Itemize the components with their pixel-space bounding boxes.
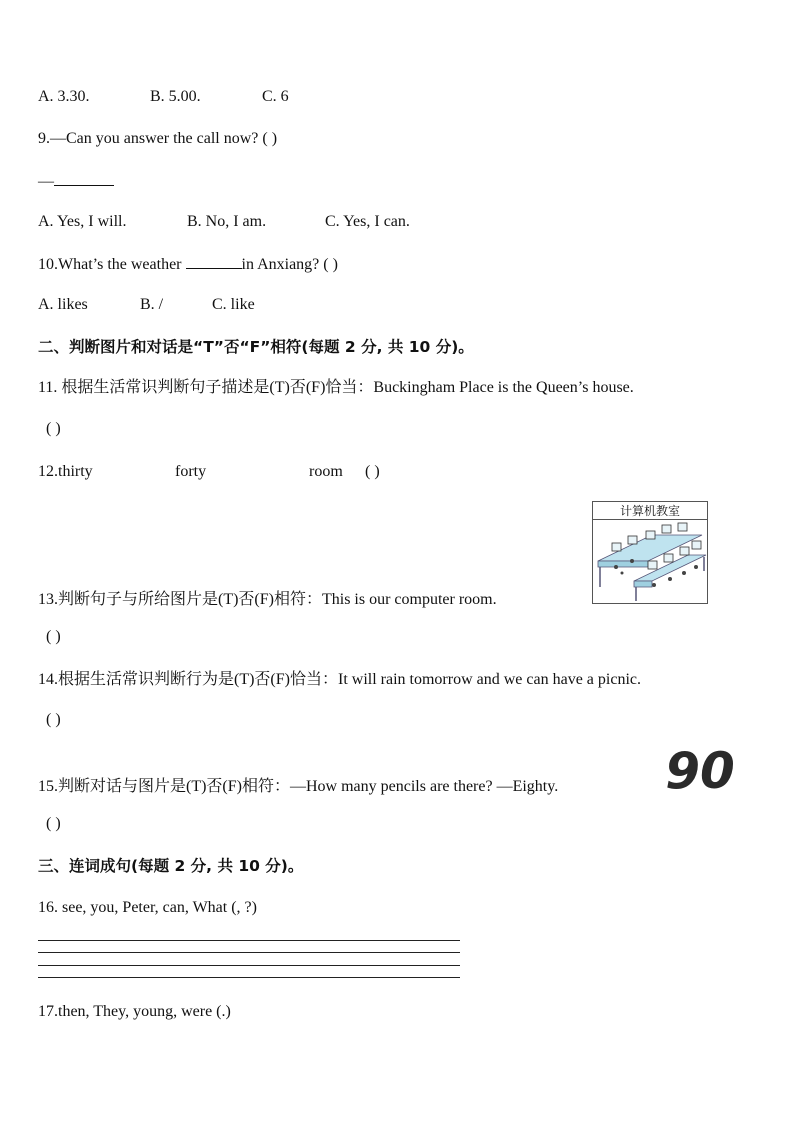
q12-answer-paren[interactable]: ( ) — [365, 463, 380, 480]
reply-dash: — — [38, 173, 54, 190]
q9-stem: 9.—Can you answer the call now? ( ) — [38, 130, 278, 147]
q14-answer-paren[interactable]: ( ) — [46, 711, 61, 728]
word-2: forty — [175, 463, 207, 480]
q12-words — [38, 462, 380, 482]
answer-line[interactable] — [38, 952, 460, 953]
word-1: 12.thirty — [38, 463, 93, 480]
q15-stem: 15.判断对话与图片是(T)否(F)相符：—How many pencils are there? —Eighty. — [38, 778, 559, 795]
option-a: A. likes — [38, 296, 88, 313]
q15-answer-paren[interactable]: ( ) — [46, 815, 61, 832]
q16-stem: 16. see, you, Peter, can, What (, ?) — [38, 899, 257, 916]
option-b: B. / — [140, 296, 164, 313]
q11-answer-paren[interactable]: ( ) — [46, 420, 61, 437]
option-c: C. like — [212, 296, 255, 313]
q13-stem: 13.判断句子与所给图片是(T)否(F)相符：This is our computer room. — [38, 591, 497, 608]
q10-options — [38, 295, 255, 315]
answer-blank[interactable] — [186, 254, 242, 269]
section-2-heading: 二、判断图片和对话是“T”否“F”相符(每题 2 分, 共 10 分)。 — [38, 338, 474, 356]
q9-options — [38, 212, 410, 232]
q8-options — [38, 87, 289, 107]
computer-room-image — [592, 501, 708, 604]
answer-blank[interactable] — [54, 171, 114, 186]
section-3-heading: 三、连词成句(每题 2 分, 共 10 分)。 — [38, 857, 304, 875]
q13-answer-paren[interactable]: ( ) — [46, 628, 61, 645]
q17-stem: 17.then, They, young, were (.) — [38, 1003, 231, 1020]
option-a: A. 3.30. — [38, 88, 90, 105]
number-90-image — [664, 744, 736, 794]
option-c: C. 6 — [262, 88, 289, 105]
option-b: B. No, I am. — [187, 213, 267, 230]
answer-line[interactable] — [38, 965, 460, 966]
computer-room-caption: 计算机教室 — [619, 504, 681, 518]
option-b: B. 5.00. — [150, 88, 201, 105]
option-a: A. Yes, I will. — [38, 213, 127, 230]
q14-stem: 14.根据生活常识判断行为是(T)否(F)恰当：It will rain tomorrow and we can have a picnic. — [38, 671, 641, 688]
q10-stem-pre: 10.What’s the weather — [38, 256, 182, 273]
q9-reply — [38, 171, 114, 192]
word-3: room — [309, 463, 343, 480]
answer-line[interactable] — [38, 977, 460, 978]
q10-stem-post: in Anxiang? ( ) — [241, 256, 338, 273]
answer-line[interactable] — [38, 940, 460, 941]
q11-stem: 11. 根据生活常识判断句子描述是(T)否(F)恰当：Buckingham Place is the Queen’s house. — [38, 379, 634, 396]
option-c: C. Yes, I can. — [325, 213, 410, 230]
number-90-text: 90 — [665, 744, 735, 794]
q10-stem — [38, 254, 338, 275]
